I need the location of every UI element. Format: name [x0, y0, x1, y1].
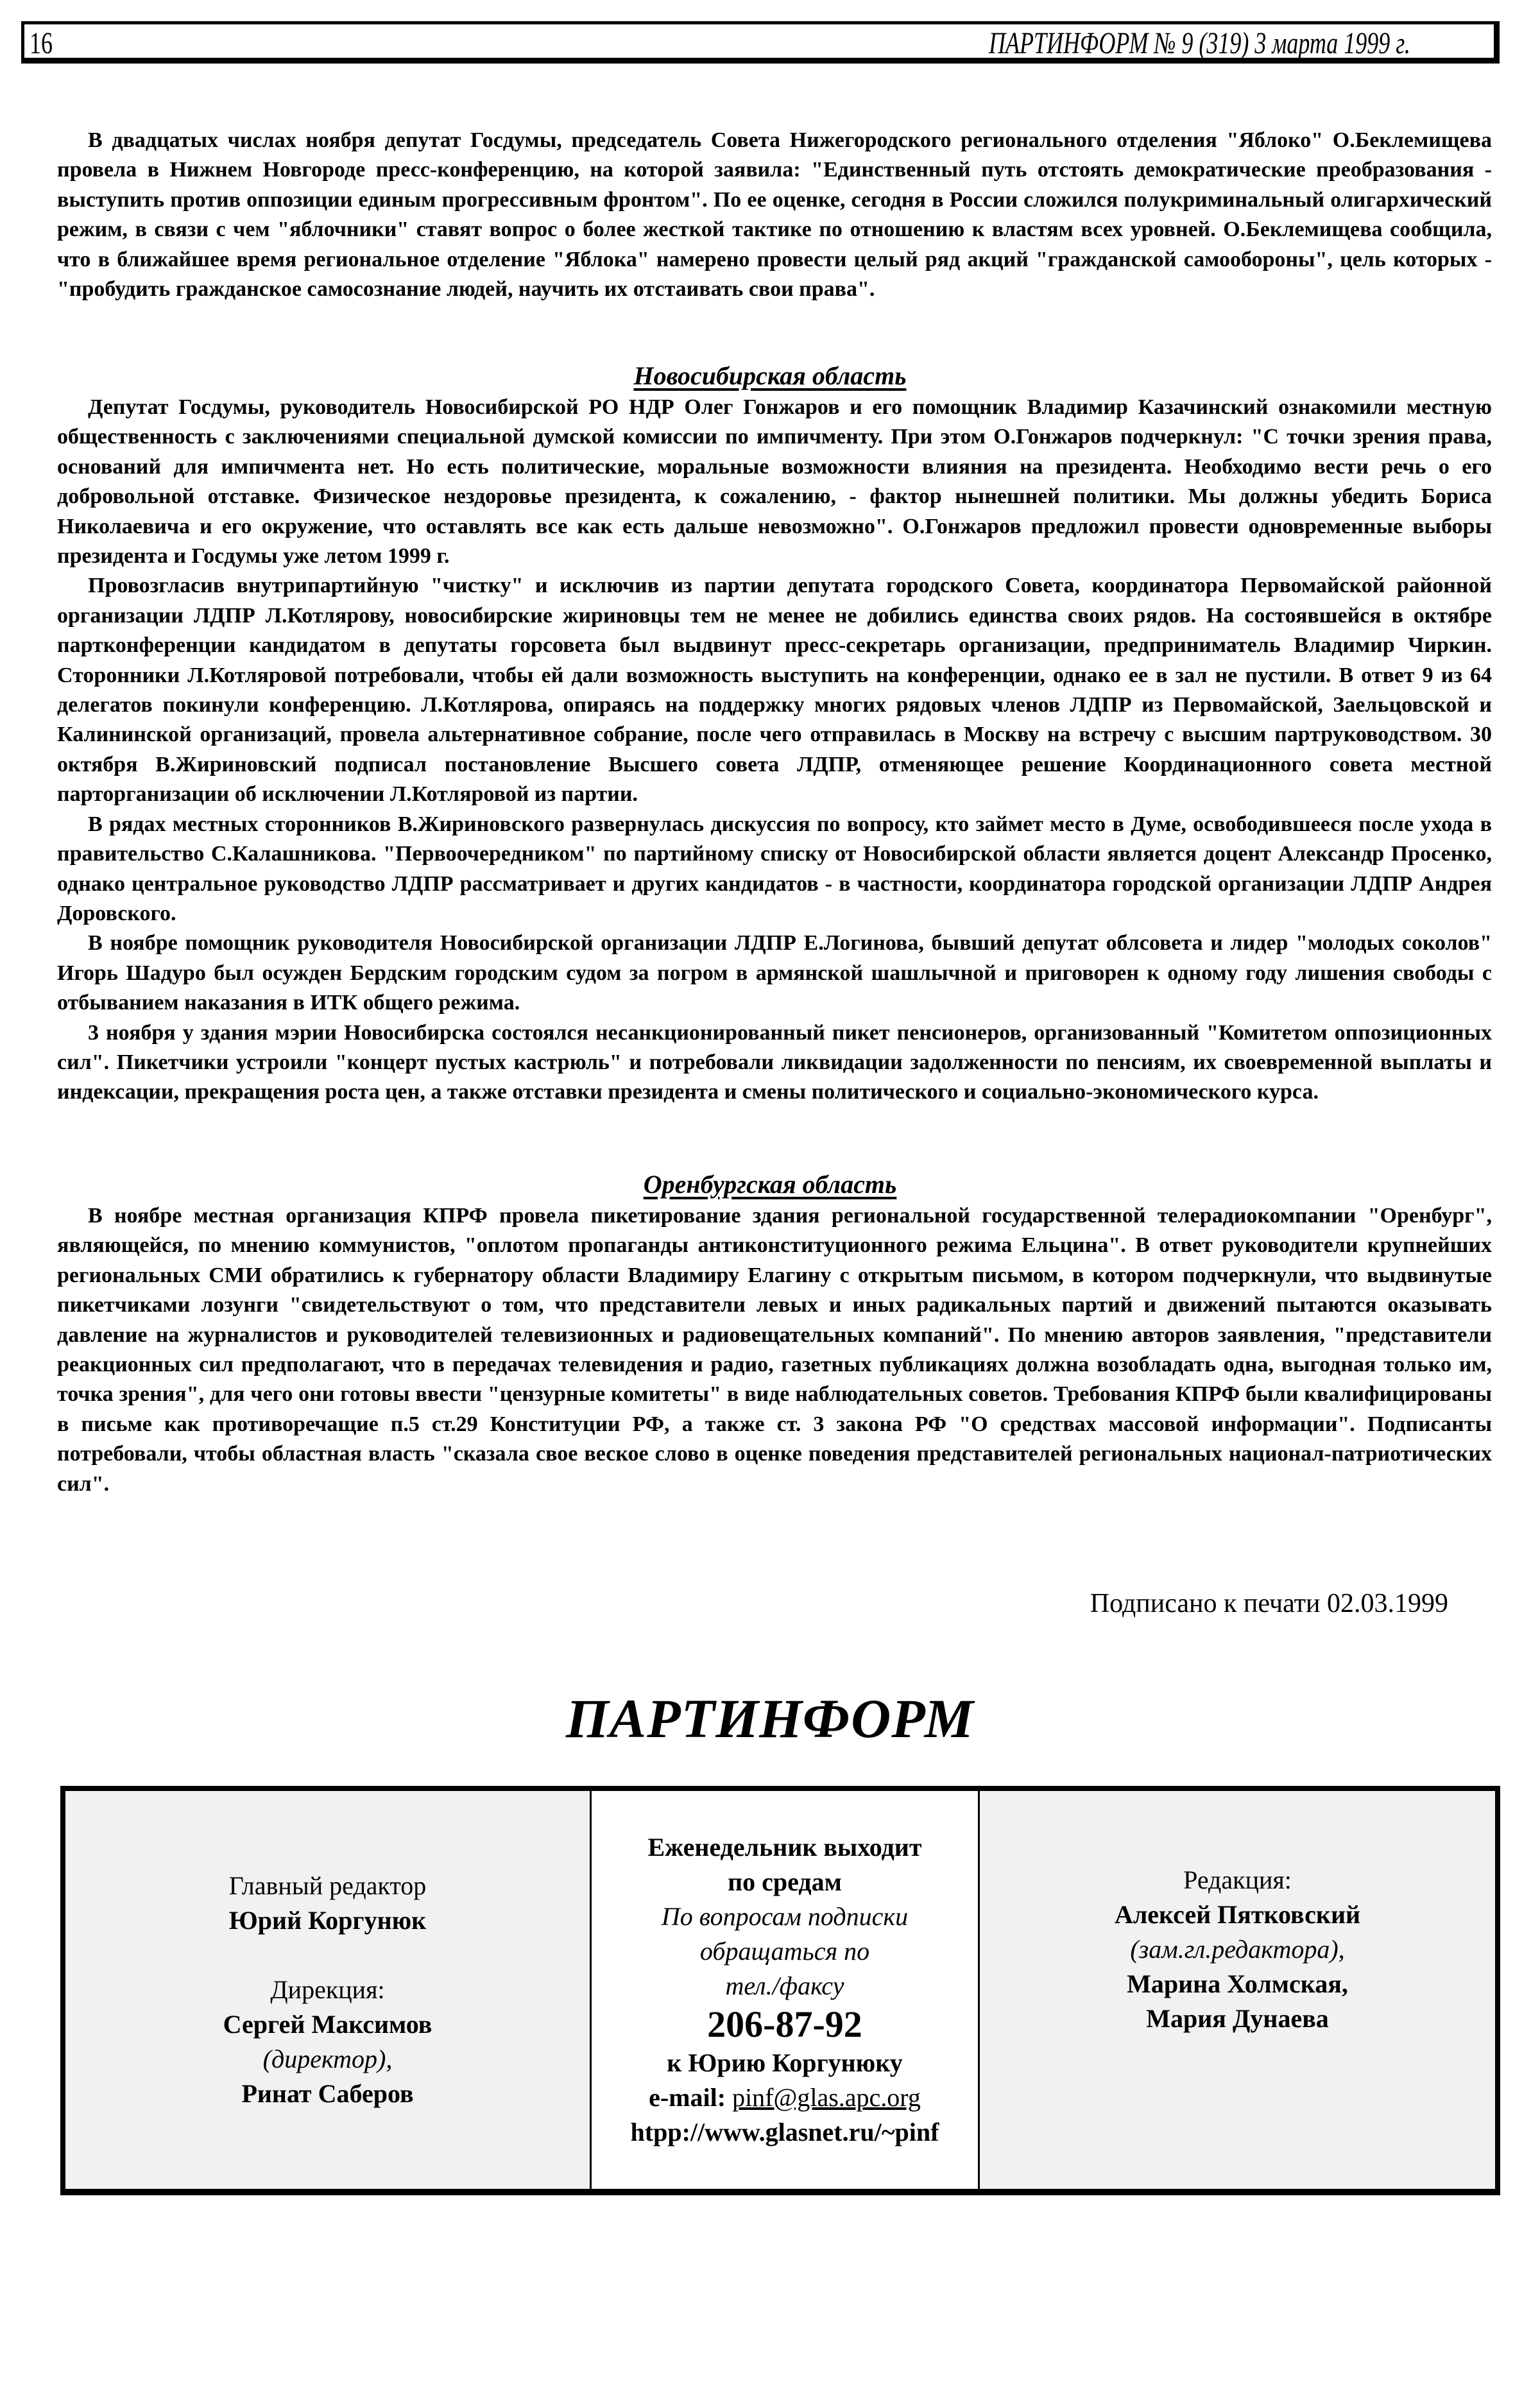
novosibirsk-article: [57, 393, 1492, 1108]
paragraph: В ноябре помощник руководителя Новосибирской организации ЛДПР Е.Логинова, бывший депутат облсовета и лидер "молодых соколов" Игорь Шадуро был осужден Бердским городским судом за погром в армянской шашлычной и приговорен к одному году лишения свободы с отбыванием наказания в ИТК общего режима.: [57, 931, 1492, 1015]
intro-article: [57, 126, 1492, 304]
deputy-editor-role: (зам.гл.редактора),: [1130, 1935, 1345, 1964]
weekly-note-day: по средам: [728, 1867, 842, 1896]
contact-person: к Юрию Коргунюку: [667, 2048, 903, 2077]
editorial-label: Редакция:: [1183, 1865, 1292, 1894]
signed-to-print: Подписано к печати 02.03.1999: [1090, 1589, 1448, 1618]
subscription-note: По вопросам подписки: [661, 1902, 909, 1931]
page-number: 16: [30, 26, 53, 60]
weekly-note: Еженедельник выходит: [647, 1833, 922, 1862]
imprint-middle-column: [592, 1791, 980, 2189]
deputy-editor-name: Алексей Пятковский: [1114, 1900, 1361, 1929]
subscription-note: тел./факсу: [725, 1971, 844, 2000]
paragraph: Провозгласив внутрипартийную "чистку" и исключив из партии депутата городского Совета, координатора Первомайской районной организации ЛДПР Л.Котлярову, новосибирские жириновцы тем не менее не добились единства своих рядов. На состоявшейся в октябре партконференции кандидатом в депутаты горсовета был выдвинут пресс-секретарь организации, предприниматель Владимир Чиркин. Сторонники Л.Котляровой потребовали, чтобы ей дали возможность выступить на конференции, однако ее в зал не пустили. В ответ 9 из 64 делегатов покинули конференцию. Л.Котлярова, опираясь на поддержку многих рядовых членов ЛДПР из Первомайской, Заельцовской и Калининской организаций, провела альтернативное собрание, после чего отправилась в Москву на встречу с высшим партруководством. 30 октября В.Жириновский подписал постановление Высшего совета ЛДПР, отменяющее решение Координационного совета местной парторганизации об исключении Л.Котляровой из партии.: [57, 574, 1492, 807]
direction-label: Дирекция:: [270, 1975, 385, 2004]
editor-name: Юрий Коргунюк: [228, 1906, 427, 1935]
imprint-left-column: [65, 1791, 592, 2189]
editor-staff-name: Мария Дунаева: [1146, 2004, 1329, 2033]
email-link[interactable]: pinf@glas.apc.org: [732, 2083, 921, 2112]
issue-title: ПАРТИНФОРМ № 9 (319) 3 марта 1999 г.: [989, 26, 1410, 60]
phone-number: 206-87-92: [707, 2003, 862, 2045]
paragraph: В рядах местных сторонников В.Жириновского развернулась дискуссия по вопросу, кто займет место в Думе, освободившееся после ухода в правительство С.Калашникова. "Первоочередником" по партийному списку от Новосибирской области является доцент Александр Просенко, однако центральное руководство ЛДПР рассматривает и других кандидатов - в частности, координатора городской организации ЛДПР Андрея Доровского.: [57, 812, 1492, 925]
section-title-text: Оренбургская область: [643, 1170, 897, 1199]
masthead-title: ПАРТИНФОРМ: [565, 1688, 975, 1749]
orenburg-article: [57, 1201, 1492, 1499]
email-line: [649, 2080, 921, 2115]
paragraph: В ноябре местная организация КПРФ провела пикетирование здания региональной государственной телерадиокомпании "Оренбург", являющейся, по мнению коммунистов, "оплотом пропаганды антиконституционного режима Ельцина". В ответ руководители крупнейших региональных СМИ обратились к губернатору области Владимиру Елагину с открытым письмом, в котором подчеркнули, что выдвинутые пикетчиками лозунги "свидетельствуют о том, что представители левых и иных радикальных партий и движений пытаются оказывать давление на журналистов и руководителей телевизионных и радиовещательных компаний". По мнению авторов заявления, "представители реакционных сил предполагают, что в передачах телевидения и радио, газетных публикациях должна возобладать одна, выгодная только им, точка зрения", для чего они готовы ввести "цензурные комитеты" в виде наблюдательных советов. Требования КПРФ были квалифицированы в письме как противоречащие п.5 ст.29 Конституции РФ, а также ст. 3 закона РФ "О средствах массовой информации". Подписанты потребовали, чтобы областная власть "сказала свое веское слово в оценке поведения представителей региональных национал-патриотических сил".: [57, 1204, 1492, 1496]
section-title-text: Новосибирская область: [633, 361, 907, 390]
director-name: Сергей Максимов: [223, 2010, 432, 2039]
paragraph: В двадцатых числах ноября депутат Госдумы, председатель Совета Нижегородского регионального отделения "Яблоко" О.Беклемищева провела в Нижнем Новгороде пресс-конференцию, на которой заявила: "Единственный путь отстоять демократические преобразования - выступить против оппозиции единым прогрессивным фронтом". По ее оценке, сегодня в России сложился полукриминальный олигархический режим, в связи с чем "яблочники" ставят вопрос о более жесткой тактике по отношению к властям всех уровней. О.Беклемищева сообщила, что в ближайшее время региональное отделение "Яблока" намерено провести целый ряд акций "гражданской самообороны", цель которых - "пробудить гражданское самосознание людей, научить их отстаивать свои права".: [57, 128, 1492, 302]
editor-label: Главный редактор: [228, 1871, 427, 1900]
paragraph: Депутат Госдумы, руководитель Новосибирской РО НДР Олег Гонжаров и его помощник Владимир Казачинский ознакомили местную общественность с заключениями специальной думской комиссии по импичменту. При этом О.Гонжаров подчеркнул: "С точки зрения права, оснований для импичмента нет. Но есть политические, моральные возможности влияния на президента. Необходимо вести речь о его добровольной отставке. Физическое нездоровье президента, к сожалению, - фактор нынешней политики. Мы должны убедить Бориса Николаевича и его окружение, что оставлять все как есть дальше невозможно". О.Гонжаров предложил провести одновременные выборы президента и Госдумы уже летом 1999 г.: [57, 395, 1492, 569]
section-title-orenburg: [0, 1169, 1540, 1200]
email-label: e-mail:: [649, 2083, 726, 2112]
paragraph: 3 ноября у здания мэрии Новосибирска состоялся несанкционированный пикет пенсионеров, организованный "Комитетом оппозиционных сил". Пикетчики устроили "концерт пустых кастрюль" и потребовали ликвидации задолженности по пенсиям, их своевременной выплаты и индексации, прекращения роста цен, а также отставки президента и смены политического и социально-экономического курса.: [57, 1020, 1492, 1104]
section-title-novosibirsk: [0, 361, 1540, 391]
second-director-name: Ринат Саберов: [241, 2079, 414, 2108]
page-header: [21, 21, 1500, 64]
imprint-box: [60, 1786, 1500, 2195]
subscription-note: обращаться по: [699, 1937, 870, 1966]
director-role: (директор),: [262, 2044, 393, 2073]
website-link[interactable]: htpp://www.glasnet.ru/~pinf: [630, 2118, 939, 2146]
imprint-right-column: [980, 1791, 1495, 2189]
editor-staff-name: Марина Холмская,: [1127, 1969, 1348, 1998]
